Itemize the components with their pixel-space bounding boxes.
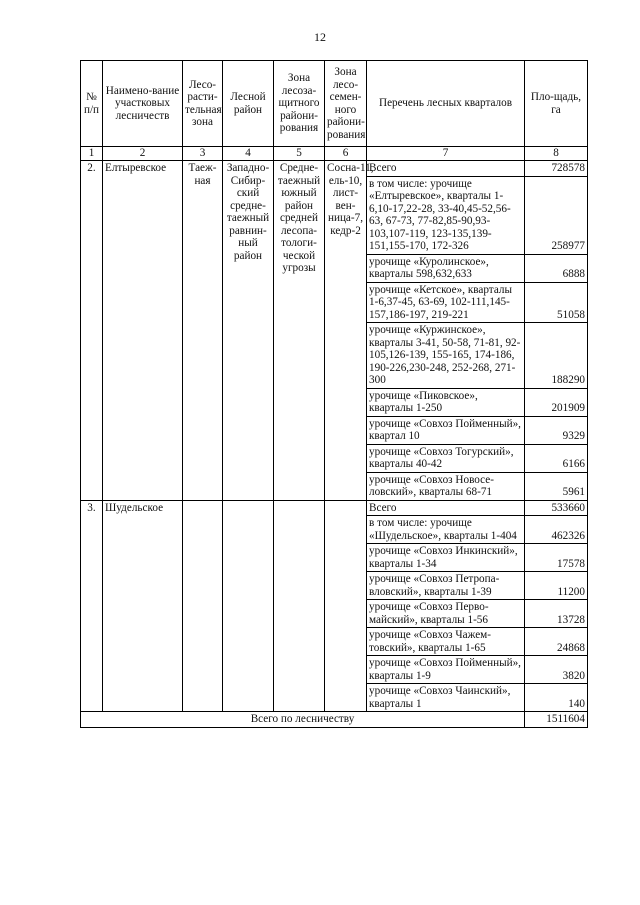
quarter-text: в том числе: урочище «Шудельское», кварталы 1-404 xyxy=(367,516,525,544)
col-number: 5 xyxy=(274,147,325,161)
area-value: 11200 xyxy=(525,572,588,600)
column-numbers-row xyxy=(81,147,588,161)
area-value: 24868 xyxy=(525,628,588,656)
total-area: 1511604 xyxy=(525,712,588,728)
area-value: 728578 xyxy=(525,161,588,177)
header-forest-region: Лесной район xyxy=(223,61,274,147)
area-value: 258977 xyxy=(525,176,588,254)
quarter-text: урочище «Куржинское», кварталы 3-41, 50-58, 71-81, 92-105,126-139, 155-165, 174-186, 190-226,230-248, 252-268, 271-300 xyxy=(367,323,525,389)
table-row xyxy=(81,500,588,516)
quarter-text: урочище «Совхоз Пойменный», кварталы 1-9 xyxy=(367,656,525,684)
row-num: 3. xyxy=(81,500,103,712)
col-number: 2 xyxy=(103,147,183,161)
quarter-text: урочище «Совхоз Инкинский», кварталы 1-34 xyxy=(367,544,525,572)
quarter-text: Всего xyxy=(367,500,525,516)
area-value: 462326 xyxy=(525,516,588,544)
forest-zone: Таеж-ная xyxy=(183,161,223,501)
area-value: 6166 xyxy=(525,444,588,472)
area-value: 6888 xyxy=(525,254,588,282)
area-value: 9329 xyxy=(525,416,588,444)
table-row xyxy=(81,161,588,177)
area-value: 17578 xyxy=(525,544,588,572)
quarter-text: урочище «Совхоз Пойменный», квартал 10 xyxy=(367,416,525,444)
col-number: 3 xyxy=(183,147,223,161)
quarter-text: урочище «Совхоз Тогурский», кварталы 40-42 xyxy=(367,444,525,472)
quarter-text: урочище «Совхоз Чаинский», кварталы 1 xyxy=(367,684,525,712)
forest-table xyxy=(80,60,588,728)
col-number: 1 xyxy=(81,147,103,161)
header-forest-zone: Лесо-расти-тельная зона xyxy=(183,61,223,147)
forest-region-empty xyxy=(223,500,274,712)
header-seed-zone: Зона лесо-семен-ного райони-рования xyxy=(325,61,367,147)
col-number: 8 xyxy=(525,147,588,161)
protect-zone-empty xyxy=(274,500,325,712)
seed-zone-empty xyxy=(325,500,367,712)
header-name: Наимено-вание участковых лесничеств xyxy=(103,61,183,147)
protect-zone: Средне-таежный южный район средней лесопа-тологи-ческой угрозы xyxy=(274,161,325,501)
quarter-text: урочище «Совхоз Новосе-ловский», кварталы 68-71 xyxy=(367,472,525,500)
quarter-text: урочище «Совхоз Перво-майский», кварталы 1-56 xyxy=(367,600,525,628)
quarter-text: урочище «Совхоз Чажем-товский», кварталы 1-65 xyxy=(367,628,525,656)
area-value: 188290 xyxy=(525,323,588,389)
quarter-text: в том числе: урочище «Елтыревское», кварталы 1-6,10-17,22-28, 33-40,45-52,56-63, 67-73, 77-82,85-90,93-103,107-119, 123-135,139-151,155-170, 172-326 xyxy=(367,176,525,254)
area-value: 5961 xyxy=(525,472,588,500)
area-value: 3820 xyxy=(525,656,588,684)
area-value: 51058 xyxy=(525,282,588,323)
forestry-name: Шудельское xyxy=(103,500,183,712)
area-value: 140 xyxy=(525,684,588,712)
header-row xyxy=(81,61,588,147)
header-protect-zone: Зона лесоза-щитного райони-рования xyxy=(274,61,325,147)
row-num: 2. xyxy=(81,161,103,501)
quarter-text: Всего xyxy=(367,161,525,177)
area-value: 201909 xyxy=(525,388,588,416)
header-area: Пло-щадь, га xyxy=(525,61,588,147)
quarter-text: урочище «Кетское», кварталы 1-6,37-45, 63-69, 102-111,145-157,186-197, 219-221 xyxy=(367,282,525,323)
col-number: 6 xyxy=(325,147,367,161)
header-num: № п/п xyxy=(81,61,103,147)
quarter-text: урочище «Пиковское», кварталы 1-250 xyxy=(367,388,525,416)
quarter-text: урочище «Куролинское», кварталы 598,632,633 xyxy=(367,254,525,282)
page-number: 12 xyxy=(314,30,326,44)
area-value: 13728 xyxy=(525,600,588,628)
forestry-name: Елтыревское xyxy=(103,161,183,501)
forest-zone-empty xyxy=(183,500,223,712)
total-label: Всего по лесничеству xyxy=(81,712,525,728)
seed-zone: Сосна-11, ель-10, лист-вен-ница-7, кедр-2 xyxy=(325,161,367,501)
col-number: 7 xyxy=(367,147,525,161)
col-number: 4 xyxy=(223,147,274,161)
total-row xyxy=(81,712,588,728)
header-quarters: Перечень лесных кварталов xyxy=(367,61,525,147)
area-value: 533660 xyxy=(525,500,588,516)
quarter-text: урочище «Совхоз Петропа-вловский», кварталы 1-39 xyxy=(367,572,525,600)
forest-region: Западно-Сибир-ский средне-таежный равнин-ный район xyxy=(223,161,274,501)
